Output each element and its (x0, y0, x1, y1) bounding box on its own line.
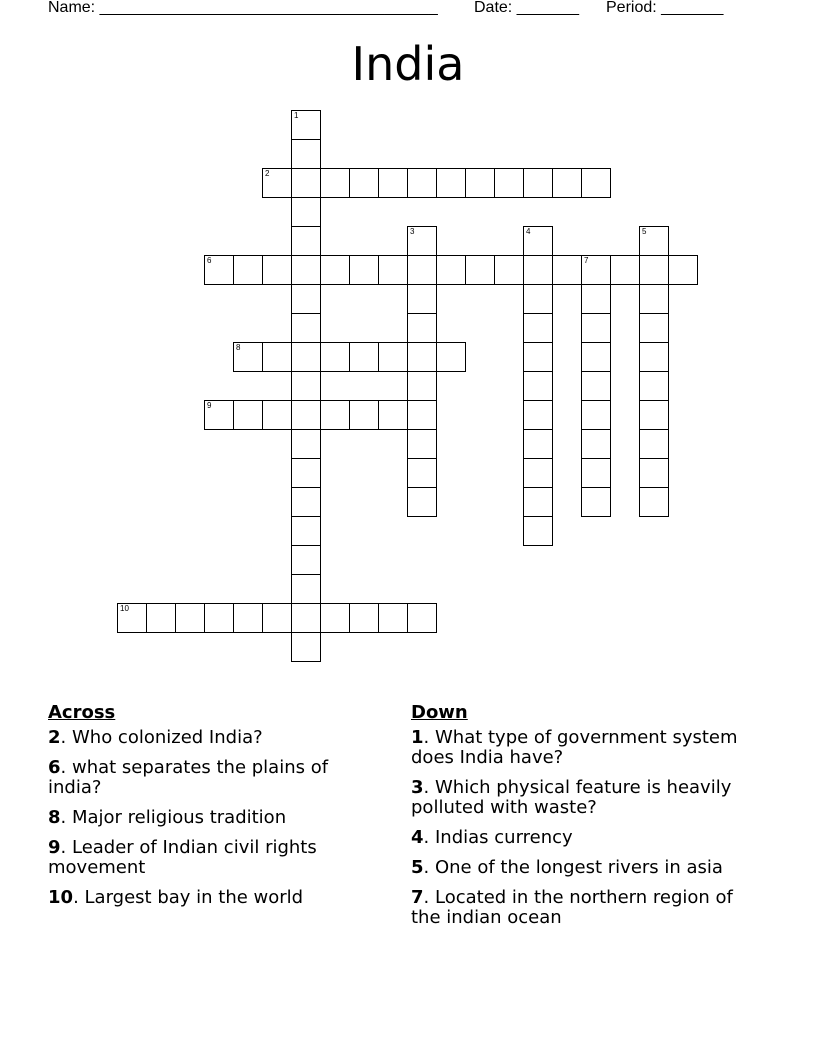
cell-number: 4 (526, 227, 531, 236)
down-heading: Down (411, 702, 468, 723)
crossword-cell[interactable] (233, 342, 263, 372)
crossword-cell[interactable] (349, 168, 379, 198)
crossword-cell[interactable] (291, 284, 321, 314)
crossword-cell[interactable] (639, 226, 669, 256)
crossword-cell[interactable] (291, 487, 321, 517)
cell-number: 6 (207, 256, 212, 265)
crossword-cell[interactable] (494, 168, 524, 198)
crossword-cell[interactable] (639, 255, 669, 285)
crossword-cell[interactable] (407, 458, 437, 488)
crossword-cell[interactable] (552, 255, 582, 285)
crossword-cell[interactable] (349, 255, 379, 285)
crossword-cell[interactable] (610, 255, 640, 285)
crossword-cell[interactable] (581, 429, 611, 459)
crossword-cell[interactable] (378, 255, 408, 285)
crossword-cell[interactable] (407, 284, 437, 314)
crossword-cell[interactable] (523, 429, 553, 459)
crossword-cell[interactable] (349, 400, 379, 430)
crossword-cell[interactable] (581, 284, 611, 314)
crossword-cell[interactable] (523, 342, 553, 372)
cell-number: 8 (236, 343, 241, 352)
crossword-cell[interactable] (291, 574, 321, 604)
crossword-cell[interactable] (291, 110, 321, 140)
crossword-cell[interactable] (262, 255, 292, 285)
cell-number: 3 (410, 227, 415, 236)
crossword-cell[interactable] (291, 371, 321, 401)
crossword-cell[interactable] (204, 603, 234, 633)
crossword-cell[interactable] (436, 168, 466, 198)
crossword-cell[interactable] (291, 458, 321, 488)
crossword-cell[interactable] (291, 342, 321, 372)
crossword-cell[interactable] (465, 255, 495, 285)
crossword-cell[interactable] (204, 255, 234, 285)
date-field-label: Date: _______ (474, 0, 579, 16)
crossword-cell[interactable] (291, 632, 321, 662)
clue-down-4: 4. Indias currency (411, 827, 573, 848)
across-clues (48, 702, 368, 918)
crossword-cell[interactable] (262, 168, 292, 198)
crossword-cell[interactable] (581, 342, 611, 372)
crossword-cell[interactable] (523, 284, 553, 314)
crossword-cell[interactable] (407, 168, 437, 198)
cell-number: 9 (207, 401, 212, 410)
crossword-cell[interactable] (291, 168, 321, 198)
crossword-cell[interactable] (349, 603, 379, 633)
crossword-cell[interactable] (552, 168, 582, 198)
down-clues (411, 702, 761, 938)
crossword-cell[interactable] (639, 487, 669, 517)
crossword-cell[interactable] (639, 371, 669, 401)
clue-down-3: 3. Which physical feature is heavily polluted with waste? (411, 777, 732, 818)
crossword-cell[interactable] (262, 603, 292, 633)
crossword-cell[interactable] (175, 603, 205, 633)
crossword-cell[interactable] (291, 255, 321, 285)
crossword-cell[interactable] (320, 168, 350, 198)
crossword-cell[interactable] (523, 458, 553, 488)
crossword-cell[interactable] (407, 255, 437, 285)
crossword-cell[interactable] (233, 400, 263, 430)
crossword-cell[interactable] (378, 168, 408, 198)
crossword-cell[interactable] (262, 342, 292, 372)
name-field-label: Name: ______________________________________ (48, 0, 438, 16)
crossword-cell[interactable] (378, 603, 408, 633)
crossword-cell[interactable] (407, 371, 437, 401)
clue-down-5: 5. One of the longest rivers in asia (411, 857, 723, 878)
crossword-cell[interactable] (204, 400, 234, 430)
crossword-cell[interactable] (291, 139, 321, 169)
crossword-cell[interactable] (581, 371, 611, 401)
crossword-cell[interactable] (349, 342, 379, 372)
crossword-cell[interactable] (291, 226, 321, 256)
clue-across-8: 8. Major religious tradition (48, 807, 287, 828)
crossword-cell[interactable] (291, 197, 321, 227)
crossword-cell[interactable] (639, 342, 669, 372)
crossword-cell[interactable] (407, 400, 437, 430)
crossword-cell[interactable] (494, 255, 524, 285)
crossword-cell[interactable] (581, 458, 611, 488)
crossword-cell[interactable] (378, 342, 408, 372)
cell-number: 7 (584, 256, 589, 265)
crossword-cell[interactable] (291, 603, 321, 633)
crossword-cell[interactable] (639, 429, 669, 459)
crossword-cell[interactable] (233, 603, 263, 633)
crossword-cell[interactable] (291, 400, 321, 430)
crossword-cell[interactable] (146, 603, 176, 633)
crossword-cell[interactable] (407, 603, 437, 633)
crossword-cell[interactable] (523, 226, 553, 256)
period-field-label: Period: _______ (606, 0, 724, 16)
crossword-cell[interactable] (407, 313, 437, 343)
crossword-cell[interactable] (639, 284, 669, 314)
crossword-cell[interactable] (639, 458, 669, 488)
crossword-cell[interactable] (407, 342, 437, 372)
crossword-cell[interactable] (291, 429, 321, 459)
crossword-cell[interactable] (639, 400, 669, 430)
crossword-cell[interactable] (320, 255, 350, 285)
crossword-cell[interactable] (523, 371, 553, 401)
cell-number: 1 (294, 111, 299, 120)
crossword-cell[interactable] (523, 487, 553, 517)
crossword-cell[interactable] (523, 313, 553, 343)
crossword-cell[interactable] (407, 487, 437, 517)
crossword-cell[interactable] (668, 255, 698, 285)
crossword-cell[interactable] (262, 400, 292, 430)
cell-number: 2 (265, 169, 270, 178)
crossword-cell[interactable] (233, 255, 263, 285)
crossword-cell[interactable] (465, 168, 495, 198)
crossword-cell[interactable] (523, 255, 553, 285)
clue-across-9: 9. Leader of Indian civil rights movement (48, 837, 317, 878)
cell-number: 5 (642, 227, 647, 236)
crossword-cell[interactable] (407, 226, 437, 256)
crossword-cell[interactable] (581, 255, 611, 285)
crossword-cell[interactable] (581, 400, 611, 430)
crossword-cell[interactable] (407, 429, 437, 459)
clue-down-1: 1. What type of government system does India have? (411, 727, 738, 768)
clue-across-2: 2. Who colonized India? (48, 727, 263, 748)
crossword-cell[interactable] (581, 313, 611, 343)
clue-down-7: 7. Located in the northern region of the indian ocean (411, 887, 733, 928)
crossword-cell[interactable] (320, 603, 350, 633)
crossword-cell[interactable] (523, 516, 553, 546)
crossword-cell[interactable] (436, 255, 466, 285)
crossword-cell[interactable] (639, 313, 669, 343)
clue-across-10: 10. Largest bay in the world (48, 887, 304, 908)
crossword-cell[interactable] (581, 168, 611, 198)
clue-across-6: 6. what separates the plains of india? (48, 757, 329, 798)
crossword-cell[interactable] (291, 313, 321, 343)
crossword-cell[interactable] (581, 487, 611, 517)
crossword-cell[interactable] (320, 342, 350, 372)
crossword-cell[interactable] (523, 400, 553, 430)
page-title: India (351, 37, 465, 91)
crossword-cell[interactable] (117, 603, 147, 633)
crossword-cell[interactable] (436, 342, 466, 372)
across-heading: Across (48, 702, 116, 723)
crossword-cell[interactable] (291, 545, 321, 575)
crossword-cell[interactable] (320, 400, 350, 430)
cell-number: 10 (120, 604, 129, 613)
crossword-cell[interactable] (523, 168, 553, 198)
crossword-cell[interactable] (378, 400, 408, 430)
crossword-cell[interactable] (291, 516, 321, 546)
